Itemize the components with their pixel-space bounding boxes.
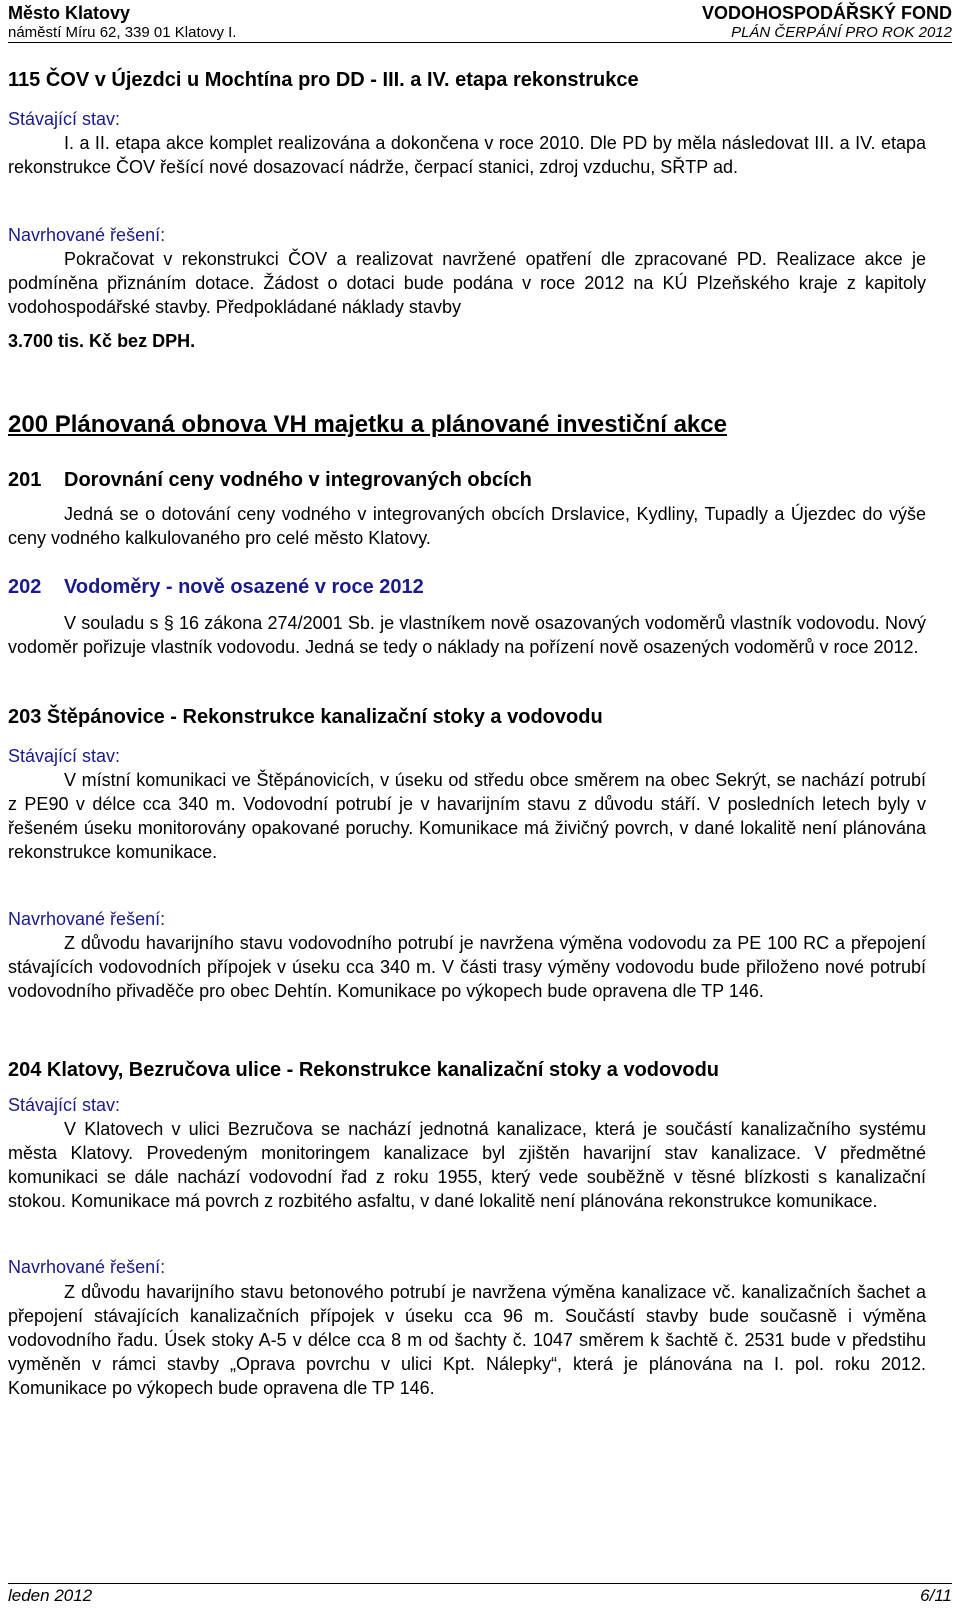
section-201-title — [8, 467, 532, 493]
section-201-text: Jedná se o dotování ceny vodného v integrovaných obcích Drslavice, Kydliny, Tupadly a Újezdec do výše ceny vodného kalkulovaného pro celé město Klatovy. — [8, 504, 926, 548]
page-header — [8, 2, 952, 43]
section-203-proposed-text: Z důvodu havarijního stavu vodovodního potrubí je navržena výměna vodovodu za PE 100 RC a přepojení stávajících vodovodních přípojek v úseku cca 340 m. V části trasy výměny vodovodu bude přiloženo nové potrubí vodovodního přivaděče pro obec Dehtín. Komunikace po výkopech bude opravena dle TP 146. — [8, 933, 926, 1001]
section-203-proposed-label: Navrhované řešení: — [8, 909, 166, 929]
section-204-current-text: V Klatovech v ulici Bezručova se nachází jednotná kanalizace, která je součástí kanalizačního systému města Klatovy. Provedeným monitoringem kanalizace byl zjištěn havarijní stav kanalizace. V předmětné komunikaci se dále nachází vodovodní řad z roku 1955, který vede souběžně v těsné blízkosti s kanalizační stokou. Komunikace má povrch z rozbitého asfaltu, v dané lokalitě není plánována rekonstrukce komunikace. — [8, 1119, 926, 1211]
section-202-heading: Vodoměry - nově osazené v roce 2012 — [64, 576, 424, 598]
org-address: náměstí Míru 62, 339 01 Klatovy I. — [8, 24, 237, 41]
section-200-title: 200 Plánovaná obnova VH majetku a plánované investiční akce — [8, 411, 727, 438]
section-115-proposed-label: Navrhované řešení: — [8, 225, 166, 245]
section-202-title — [8, 574, 424, 600]
plan-name: PLÁN ČERPÁNÍ PRO ROK 2012 — [731, 24, 952, 41]
section-202-text: V souladu s § 16 zákona 274/2001 Sb. je vlastníkem nově osazovaných vodoměrů vlastník vodovodu. Nový vodoměr pořizuje vlastník vodovodu. Jedná se tedy o náklady na pořízení nově osazených vodoměrů v roce 2012. — [8, 613, 926, 657]
fund-name: VODOHOSPODÁŘSKÝ FOND — [701, 3, 952, 23]
section-204-proposed-text: Z důvodu havarijního stavu betonového potrubí je navržena výměna kanalizace vč. kanalizačních šachet a přepojení stávajících kanalizačních přípojek v úseku cca 96 m. Součástí stavby bude současně i výměna vodovodního řadu. Úsek stoky A-5 v délce cca 8 m od šachty č. 1047 směrem k šachtě č. 2531 bude v předstihu vyměněn v rámci stavby „Oprava povrchu v ulici Kpt. Nálepky“, která je plánována na I. pol. roku 2012. Komunikace po výkopech bude opravena dle TP 146. — [8, 1282, 926, 1398]
page-number: 6/11 — [920, 1586, 952, 1605]
section-204-title: 204 Klatovy, Bezručova ulice - Rekonstrukce kanalizační stoky a vodovodu — [8, 1059, 719, 1081]
org-name: Město Klatovy — [8, 3, 131, 23]
section-204-current-label: Stávající stav: — [8, 1095, 121, 1115]
section-203-current-text: V místní komunikaci ve Štěpánovicích, v úseku od středu obce směrem na obec Sekrýt, se nachází potrubí z PE90 v délce cca 340 m. Vodovodní potrubí je v havarijním stavu z důvodu stáří. V posledních letech byly v řešeném úseku monitorovány opakované poruchy. Komunikace má živičný povrch, v dané lokalitě není plánována rekonstrukce komunikace. — [8, 770, 926, 862]
header-left — [8, 2, 236, 42]
section-204-proposed-label: Navrhované řešení: — [8, 1257, 166, 1277]
section-115-title: 115 ČOV v Újezdci u Mochtína pro DD - III. a IV. etapa rekonstrukce — [8, 69, 639, 91]
section-115-proposed-text: Pokračovat v rekonstrukci ČOV a realizovat navržené opatření dle zpracované PD. Realizace akce je podmíněna přiznáním dotace. Žádost o dotaci bude podána v roce 2012 na KÚ Plzeňského kraje z kapitoly vodohospodářské stavby. Předpokládané náklady stavby — [8, 249, 926, 317]
section-115-cost: 3.700 tis. Kč bez DPH. — [8, 331, 196, 351]
section-115-current-label: Stávající stav: — [8, 109, 121, 129]
section-115-current-text: I. a II. etapa akce komplet realizována a dokončena v roce 2010. Dle PD by měla následovat III. a IV. etapa rekonstrukce ČOV řešící nové dosazovací nádrže, čerpací stanici, zdroj vzduchu, SŘTP ad. — [8, 133, 926, 177]
section-202-number: 202 — [8, 576, 42, 598]
section-203-current-label: Stávající stav: — [8, 746, 121, 766]
footer-date: leden 2012 — [8, 1586, 93, 1605]
section-203-title: 203 Štěpánovice - Rekonstrukce kanalizační stoky a vodovodu — [8, 706, 603, 728]
page-footer — [8, 1583, 952, 1608]
section-201-number: 201 — [8, 469, 42, 491]
section-201-heading: Dorovnání ceny vodného v integrovaných obcích — [64, 469, 532, 491]
header-right — [702, 2, 952, 42]
